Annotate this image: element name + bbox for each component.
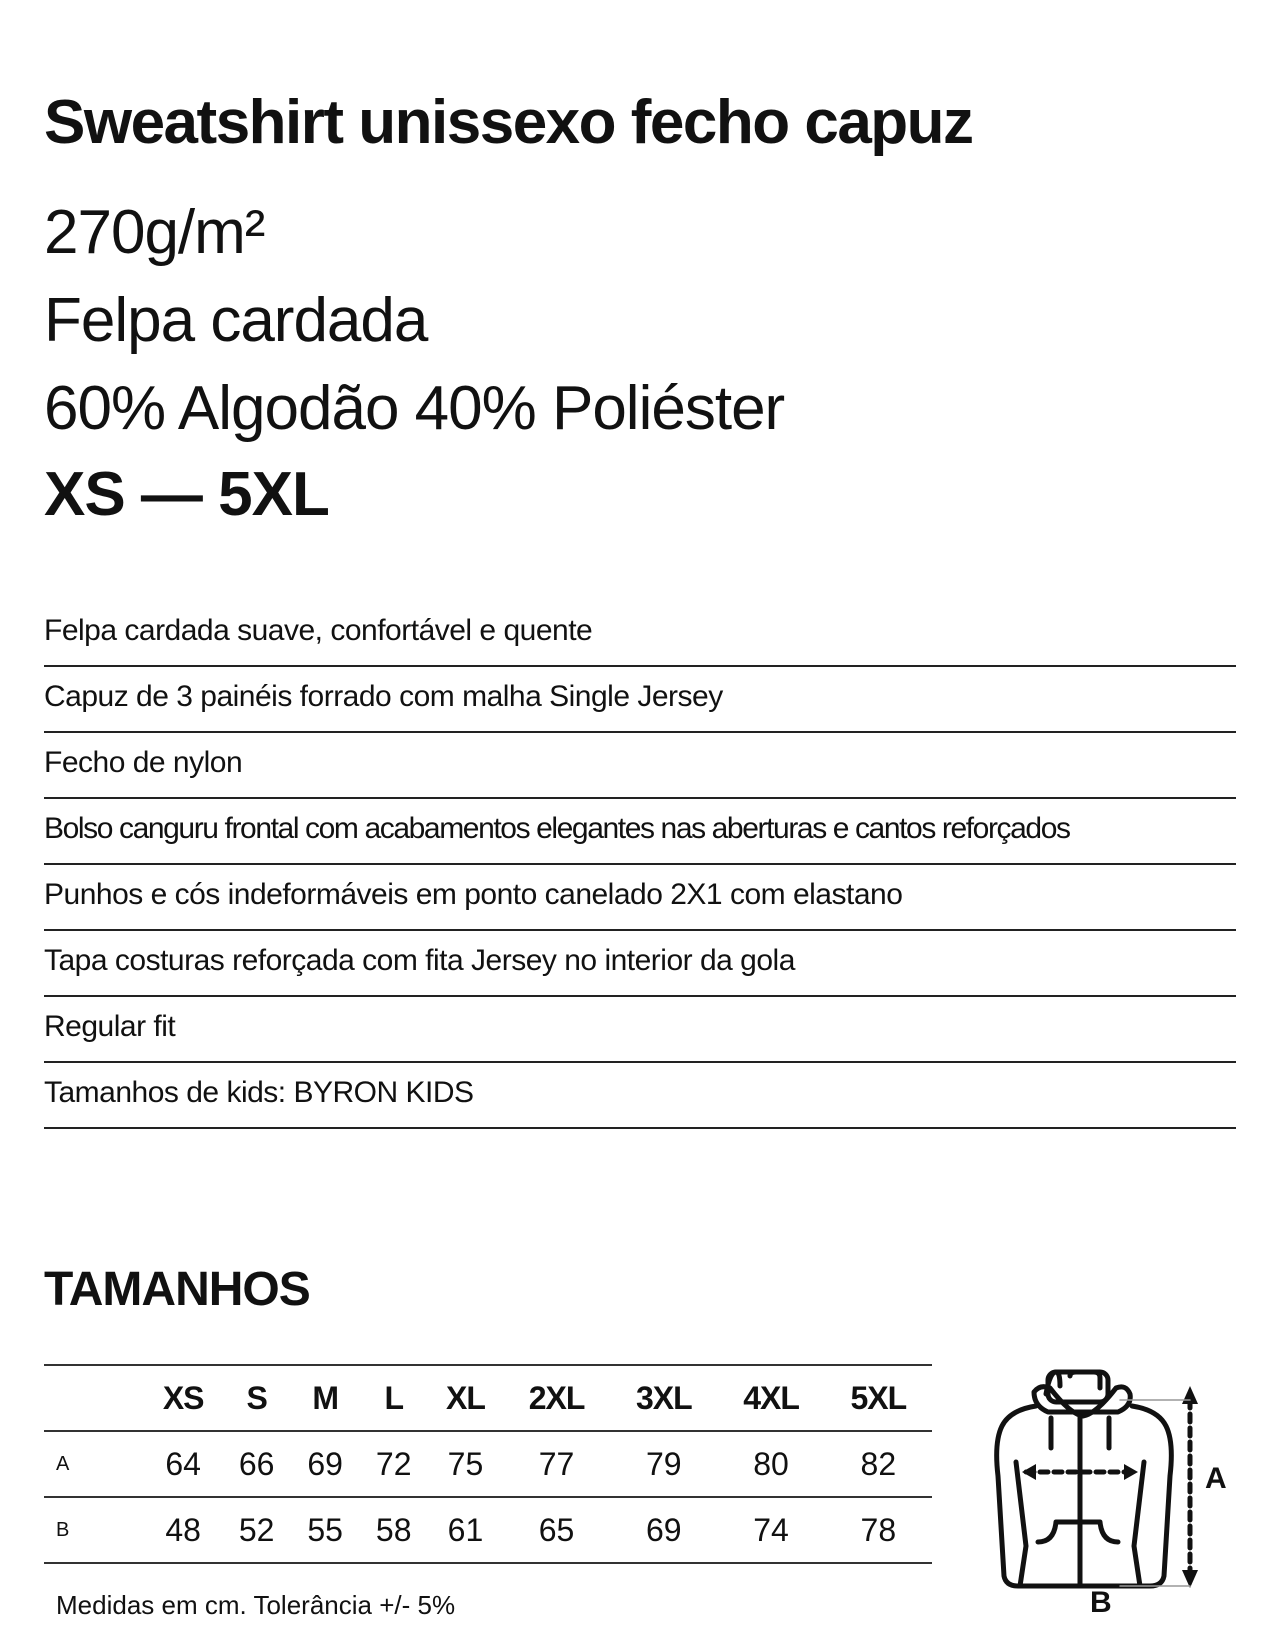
measurement-note: Medidas em cm. Tolerância +/- 5% <box>56 1590 456 1620</box>
table-cell: 75 <box>447 1445 484 1482</box>
header-cell: 3XL <box>635 1379 692 1416</box>
sizes-title: TAMANHOS <box>44 1263 310 1316</box>
table-cell: 74 <box>753 1511 789 1548</box>
feature-item: Capuz de 3 painéis forrado com malha Single Jersey <box>44 667 1236 733</box>
header-cell: 4XL <box>743 1379 799 1416</box>
table-cell: 65 <box>538 1511 575 1548</box>
feature-item: Regular fit <box>44 997 1236 1063</box>
table-cell: 69 <box>307 1445 343 1482</box>
product-composition: 60% Algodão 40% Poliéster <box>44 374 785 443</box>
table-row <box>44 1497 932 1563</box>
header-cell: L <box>384 1379 403 1416</box>
hoodie-diagram <box>990 1366 1250 1625</box>
table-cell: 61 <box>447 1511 484 1548</box>
feature-item: Bolso canguru frontal com acabamentos elegantes nas aberturas e cantos reforçados <box>44 799 1236 865</box>
size-table <box>44 1364 932 1564</box>
header-cell: XL <box>446 1379 485 1416</box>
header-cell <box>44 1365 144 1431</box>
table-cell: 79 <box>645 1445 682 1482</box>
table-cell: 48 <box>165 1511 201 1548</box>
feature-item: Tapa costuras reforçada com fita Jersey no interior da gola <box>44 931 1236 997</box>
feature-item: Fecho de nylon <box>44 733 1236 799</box>
table-cell: 72 <box>375 1445 412 1482</box>
table-cell: 82 <box>860 1445 897 1482</box>
product-fabric: Felpa cardada <box>44 286 428 355</box>
table-cell: 77 <box>538 1445 575 1482</box>
header-cell: S <box>246 1379 267 1416</box>
size-header-row <box>44 1365 932 1431</box>
table-row <box>44 1431 932 1497</box>
table-cell: 64 <box>165 1445 201 1482</box>
header-cell: 5XL <box>850 1379 907 1416</box>
table-cell: 66 <box>238 1445 275 1482</box>
measurement-label-a: A <box>1205 1462 1227 1495</box>
product-size-range: XS — 5XL <box>44 460 329 529</box>
table-cell: 80 <box>753 1445 789 1482</box>
row-label: B <box>56 1518 70 1541</box>
table-cell: 78 <box>860 1511 897 1548</box>
table-cell: 55 <box>307 1511 343 1548</box>
table-cell: 52 <box>238 1511 275 1548</box>
feature-item: Felpa cardada suave, confortável e quente <box>44 611 1236 667</box>
product-weight: 270g/m² <box>44 198 265 267</box>
product-title: Sweatshirt unissexo fecho capuz <box>44 88 973 157</box>
measurement-label-b: B <box>1090 1586 1112 1619</box>
feature-item: Tamanhos de kids: BYRON KIDS <box>44 1063 1236 1129</box>
header-cell: M <box>312 1379 338 1416</box>
feature-item: Punhos e cós indeformáveis em ponto canelado 2X1 com elastano <box>44 865 1236 931</box>
row-label: A <box>56 1452 70 1475</box>
header-cell: 2XL <box>528 1379 585 1416</box>
table-cell: 69 <box>645 1511 682 1548</box>
header-cell: XS <box>162 1379 204 1416</box>
feature-list <box>44 611 1236 1129</box>
table-cell: 58 <box>375 1511 412 1548</box>
